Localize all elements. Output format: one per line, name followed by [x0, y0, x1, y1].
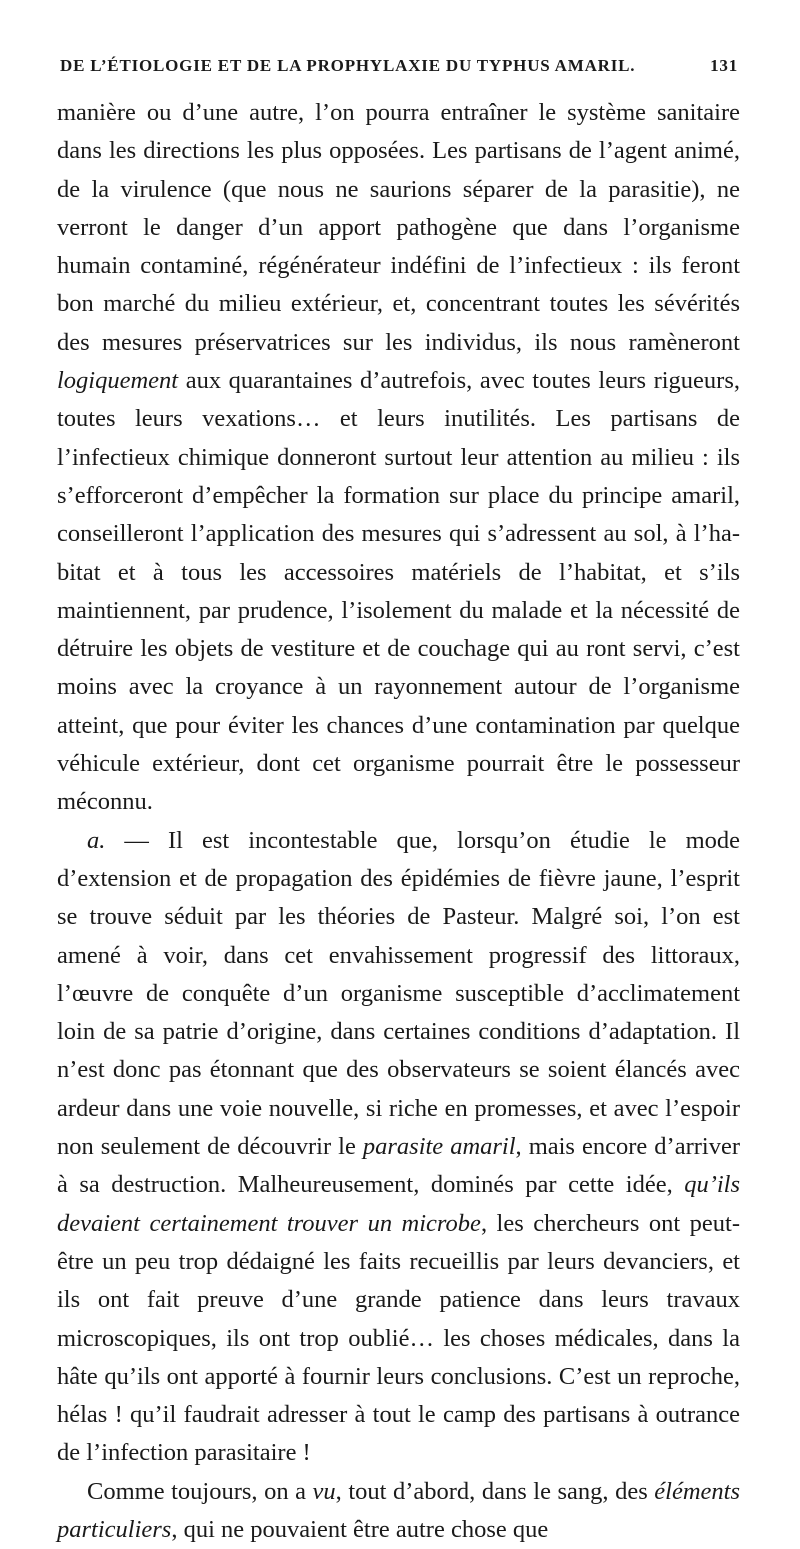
text-run: — Il est incontestable que, lorsqu’on étudie le mode d’extension et de propagation des épidémies de fièvre jaune, l’esprit se trouve séduit par les théories de Pasteur. Malgré soi, l’on est amené à voir, dans cet envahissement progressif des littoraux, l’œuvre de conquête d’un organisme susceptible d’acclimatement loin de sa patrie d’origine, dans certaines conditions d’adaptation. Il n’est donc pas étonnant que des observateurs se soient élancés avec ardeur dans une voie nouvelle, si riche en promesses, et avec l’espoir non seulement de découvrir le [57, 826, 740, 1161]
text-run: , les chercheurs ont peut-être un peu trop dédaigné les faits recueillis par leurs devanciers, et ils ont fait preuve d’une grande patience dans leurs travaux microscopiques, ils ont trop oublié… les choses médicales, dans la hâte qu’ils ont apporté à fournir leurs conclusions. C’est un reproche, hélas ! qu’il faudrait adresser à tout le camp des partisans à outrance de l’infection parasitaire ! [57, 1209, 740, 1467]
italic-run: qu’ils devaient certainement trouver un microbe [57, 1171, 740, 1237]
body-text [57, 94, 740, 1549]
running-title: DE L’ÉTIOLOGIE ET DE LA PROPHYLAXIE DU TYPHUS AMARIL. [60, 56, 636, 75]
text-run: , qui ne pouvaient être autre chose que [171, 1515, 549, 1543]
italic-run: logiquement [57, 367, 179, 395]
italic-run: parasite amaril [362, 1133, 516, 1161]
italic-run: éléments particuliers [57, 1477, 740, 1543]
text-run: , tout d’abord, dans le sang, des [335, 1477, 655, 1505]
section-marker: a. [87, 826, 106, 854]
text-run: manière ou d’une autre, l’on pourra entraîner le système sanitaire dans les directions les plus opposées. Les partisans de l’agent animé, de la virulence (que nous ne saurions séparer de la parasitie), ne verront le danger d’un apport pathogène que dans l’organisme humain contaminé, régénérateur indéfini de l’infectieux : ils feront bon marché du milieu extérieur, et, concentrant toutes les sévérités des mesures préservatrices sur les individus, ils nous ramèneront [57, 99, 740, 356]
paragraph-3 [57, 1473, 740, 1549]
paragraph-2 [57, 822, 740, 1473]
text-run: , mais encore d’arriver à sa destruction. Malheureusement, dominés par cette idée, [57, 1133, 740, 1199]
text-run: Comme toujours, on a [87, 1477, 313, 1505]
page-number: 131 [710, 56, 738, 75]
running-header [60, 56, 738, 86]
paragraph-1 [57, 94, 740, 822]
text-run: aux quarantaines d’autrefois, avec toutes leurs rigueurs, toutes leurs vexations… et leurs inutilités. Les partisans de l’infectieux chimique donneront surtout leur attention au milieu : ils s’efforceront d’empêcher la formation sur place du principe amaril, conseilleront l’application des mesures qui s’adressent au sol, à l’habitat et à tous les accessoires matériels de l’habitat, et s’ils maintiennent, par prudence, l’isolement du malade et la nécessité de détruire les objets de vestiture et de couchage qui au ront servi, c’est moins avec la croyance à un rayonnement autour de l’organisme atteint, que pour éviter les chances d’une contamination par quelque véhicule extérieur, dont cet organisme pourrait être le possesseur méconnu. [57, 367, 740, 816]
italic-run: vu [312, 1477, 336, 1505]
